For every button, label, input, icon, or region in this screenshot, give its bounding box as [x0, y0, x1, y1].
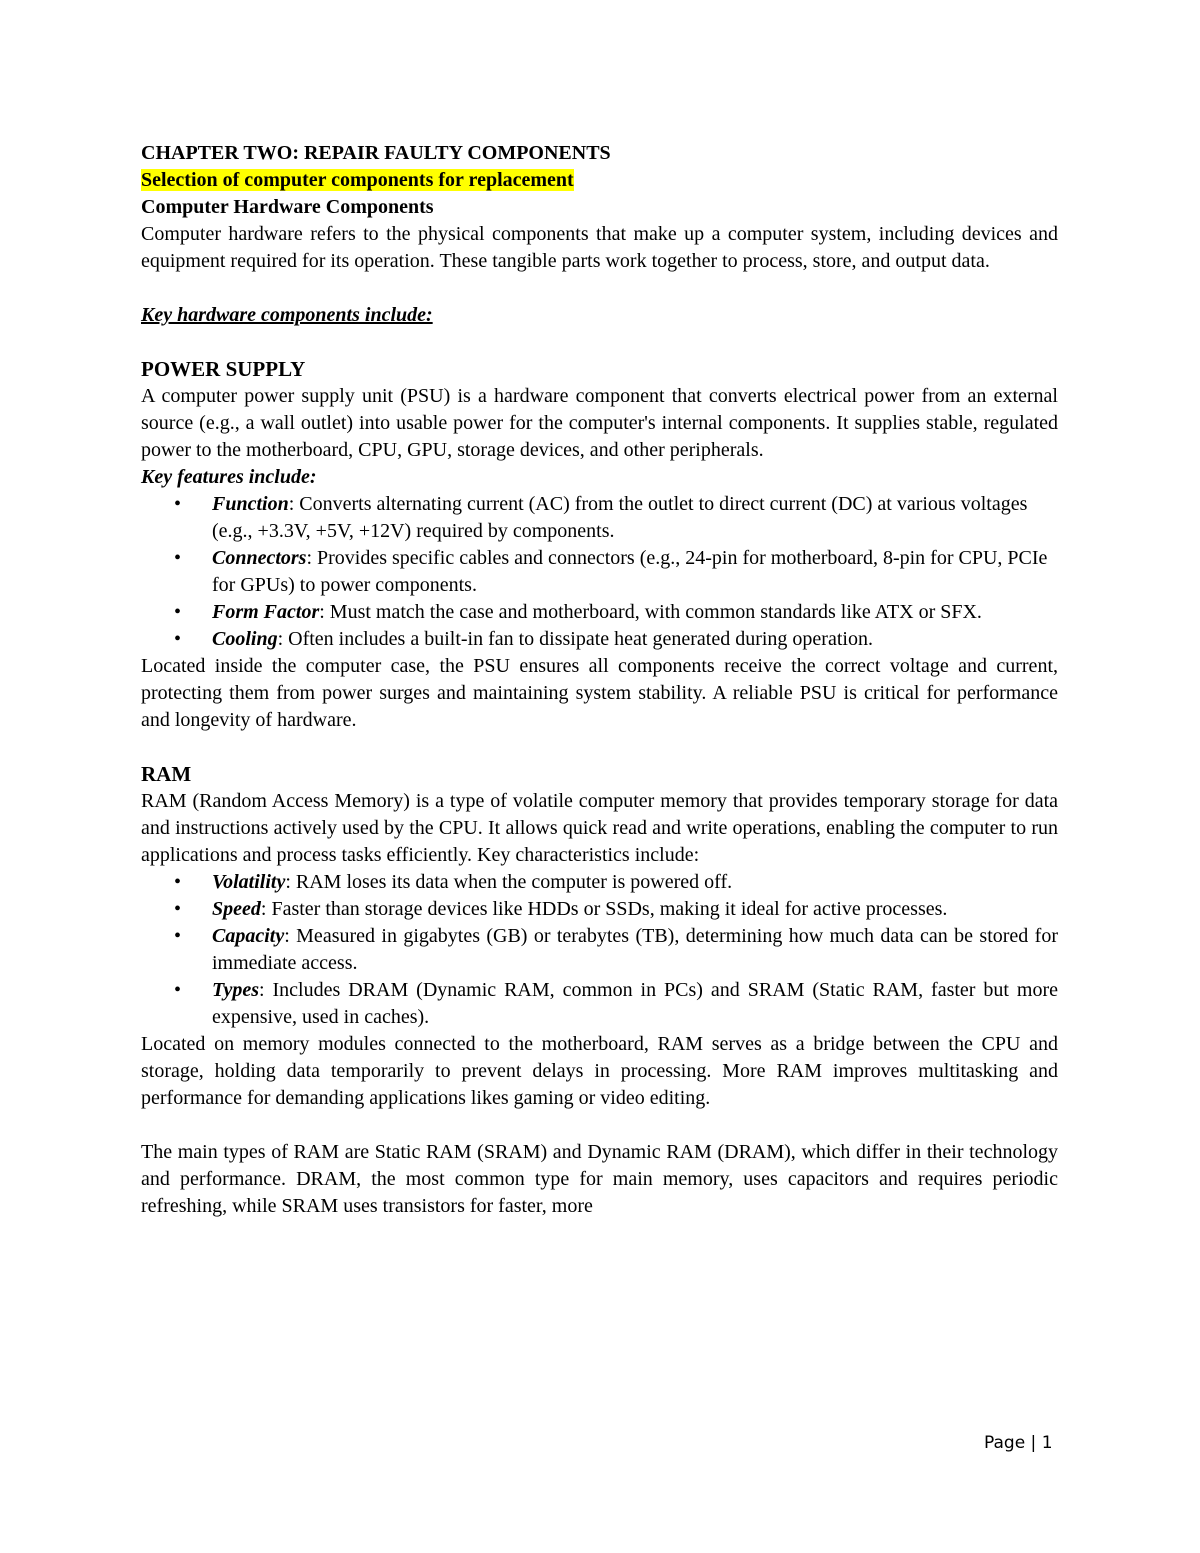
list-item [141, 599, 1058, 626]
bullet-icon: • [174, 979, 182, 1001]
list-item [141, 869, 1058, 896]
bullet-term: Connectors [212, 547, 307, 569]
section-title: Computer Hardware Components [141, 196, 434, 218]
psu-paragraph: A computer power supply unit (PSU) is a hardware component that converts electrical power from an external source (e.g., a wall outlet) into usable power for the computer's internal components. It supplies stable, regulated power to the motherboard, CPU, GPU, storage devices, and other peripherals. [141, 385, 1058, 461]
bullet-text: : Converts alternating current (AC) from the outlet to direct current (DC) at various voltages (e.g., +3.3V, +5V, +12V) required by components. [212, 493, 1028, 542]
psu-bullet-list [141, 491, 1058, 653]
list-item [141, 491, 1058, 545]
ram-types-paragraph: The main types of RAM are Static RAM (SRAM) and Dynamic RAM (DRAM), which differ in their technology and performance. DRAM, the most common type for main memory, uses capacitors and requires periodic refreshing, while SRAM uses transistors for faster, more [141, 1141, 1058, 1217]
bullet-text: : RAM loses its data when the computer is powered off. [285, 871, 733, 893]
subtitle-highlight: Selection of computer components for replacement [141, 169, 574, 191]
bullet-term: Form Factor [212, 601, 320, 623]
bullet-term: Cooling [212, 628, 278, 650]
bullet-icon: • [174, 547, 182, 569]
list-item [141, 896, 1058, 923]
ram-bullet-list [141, 869, 1058, 1031]
bullet-text: : Includes DRAM (Dynamic RAM, common in PCs) and SRAM (Static RAM, faster but more expensive, used in caches). [212, 979, 1058, 1028]
intro-paragraph: Computer hardware refers to the physical components that make up a computer system, including devices and equipment required for its operation. These tangible parts work together to process, store, and output data. [141, 223, 1058, 272]
bullet-icon: • [174, 493, 182, 515]
bullet-term: Capacity [212, 925, 285, 947]
bullet-term: Volatility [212, 871, 286, 893]
bullet-icon: • [174, 628, 182, 650]
document-page [141, 140, 1058, 1220]
bullet-icon: • [174, 898, 182, 920]
bullet-icon: • [174, 925, 182, 947]
page-footer: Page | 1 [984, 1433, 1053, 1453]
list-item [141, 923, 1058, 977]
chapter-title: CHAPTER TWO: REPAIR FAULTY COMPONENTS [141, 142, 611, 164]
spacer [141, 1112, 1058, 1139]
bullet-term: Types [212, 979, 260, 1001]
bullet-text: : Must match the case and motherboard, with common standards like ATX or SFX. [319, 601, 982, 623]
spacer [141, 329, 1058, 356]
ram-paragraph: RAM (Random Access Memory) is a type of volatile computer memory that provides temporary storage for data and instructions actively used by the CPU. It allows quick read and write operations, enabling the computer to run applications and process tasks efficiently. Key characteristics include: [141, 790, 1058, 866]
list-item [141, 545, 1058, 599]
spacer [141, 734, 1058, 761]
bullet-term: Speed [212, 898, 261, 920]
highlighted-subtitle [141, 167, 1058, 194]
bullet-term: Function [212, 493, 289, 515]
spacer [141, 275, 1058, 302]
list-item [141, 977, 1058, 1031]
psu-closing: Located inside the computer case, the PSU ensures all components receive the correct voltage and current, protecting them from power surges and maintaining system stability. A reliable PSU is critical for performance and longevity of hardware. [141, 655, 1058, 731]
ram-closing: Located on memory modules connected to the motherboard, RAM serves as a bridge between the CPU and storage, holding data temporarily to prevent delays in processing. More RAM improves multitasking and performance for demanding applications likes gaming or video editing. [141, 1033, 1058, 1109]
bullet-icon: • [174, 601, 182, 623]
key-components-heading: Key hardware components include: [141, 304, 433, 326]
psu-features-label: Key features include: [141, 466, 317, 488]
bullet-text: : Provides specific cables and connectors (e.g., 24-pin for motherboard, 8-pin for CPU, PCIe for GPUs) to power components. [212, 547, 1048, 596]
bullet-text: : Faster than storage devices like HDDs or SSDs, making it ideal for active processes. [260, 898, 948, 920]
list-item [141, 626, 1058, 653]
psu-heading: POWER SUPPLY [141, 357, 306, 381]
bullet-text: : Often includes a built-in fan to dissipate heat generated during operation. [277, 628, 873, 650]
bullet-text: : Measured in gigabytes (GB) or terabytes (TB), determining how much data can be stored for immediate access. [212, 925, 1058, 974]
bullet-icon: • [174, 871, 182, 893]
ram-heading: RAM [141, 762, 192, 786]
